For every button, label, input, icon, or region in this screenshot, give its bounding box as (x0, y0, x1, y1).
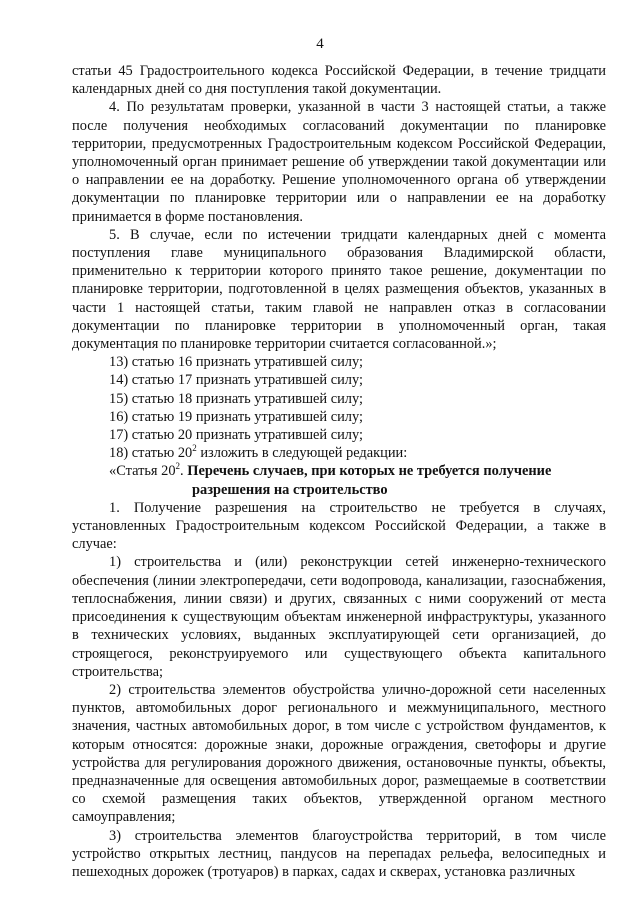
article-title-line1: Перечень случаев, при которых не требуется получение (187, 463, 552, 480)
paragraph-part-5: 5. В случае, если по истечении тридцати календарных дней с момента поступления главе муниципального образования Владимирской области, применительно к территории которого принято такое решение, документации по планировке территории, подготовленной в целях размещения объектов, указанных в части 1 настоящей статьи, таким главой не направлен отказ в согласовании документации по планировке территории в уполномоченный орган, такая документация по планировке территории считается согласованной.»; (72, 226, 606, 353)
body-paragraph-item-1: 1) строительства и (или) реконструкции сетей инженерно-технического обеспечения (линии электропередачи, сети водопровода, канализации, газоснабжения, теплоснабжения, линии связи) и других, связанных с ними сооружений от места присоединения к существующим объектам инженерной инфраструктуры, указанного в технических условиях, выданных эксплуатирующей сети организацией, до строящегося, реконструируемого или существующего объекта капитального строительства; (72, 554, 606, 680)
article-dot: . (180, 463, 184, 480)
item18-sup: 2 (192, 443, 197, 454)
paragraph-part-4: 4. По результатам проверки, указанной в части 3 настоящей статьи, а также после получения необходимых согласований документации по планировке территории, предусмотренных Градостроительным кодексом Российской Федерации, уполномоченный орган принимает решение об утверждении такой документации или о направлении ее на доработку. Решение уполномоченного органа об утверждении документации по планировке территории или о направлении ее на доработку принимается в форме постановления. (72, 99, 606, 225)
item18-prefix: 18) статью 20 (109, 445, 193, 462)
list-item: 15) статью 18 признать утратившей силу; (109, 390, 363, 407)
paragraph-continuation: статьи 45 Градостроительного кодекса Российской Федерации, в течение тридцати календарных дней со дня поступления такой документации. (72, 63, 606, 98)
page-number: 4 (316, 36, 324, 52)
body-paragraph-item-2: 2) строительства элементов обустройства улично-дорожной сети населенных пунктов, автомобильных дорог регионального и межмуниципального, местного значения, частных автомобильных дорог, в том числе с устройством фундаментов, к которым относятся: дорожные знаки, дорожные ограждения, светофоры и другие устройства для регулирования дорожного движения, остановочные пункты, объекты, предназначенные для освещения автомобильных дорог, размещаемые в соответствии со схемой размещения таких объектов, утвержденной органом местного самоуправления; (72, 681, 606, 826)
list-item: 17) статью 20 признать утратившей силу; (109, 427, 363, 444)
body-paragraph-item-3: 3) строительства элементов благоустройства территорий, в том числе устройство открытых лестниц, пандусов на перепадах рельефа, велосипедных и пешеходных дорожек (тротуаров) в парках, садах и скверах, установка различных (72, 827, 606, 880)
list-item: 14) статью 17 признать утратившей силу; (109, 372, 363, 389)
list-item: 13) статью 16 признать утратившей силу; (109, 354, 363, 371)
article-heading (72, 462, 606, 480)
document-body (72, 62, 606, 881)
item18-suffix: изложить в следующей редакции: (196, 445, 408, 462)
article-sup: 2 (175, 461, 181, 472)
list-item-18 (72, 444, 606, 462)
body-paragraph-1: 1. Получение разрешения на строительство не требуется в случаях, установленных Градостроительным кодексом Российской Федерации, а также в случае: (72, 499, 606, 553)
article-prefix: «Статья 20 (109, 463, 176, 480)
article-title-line2: разрешения на строительство (192, 481, 388, 498)
list-item: 16) статью 19 признать утратившей силу; (109, 408, 363, 425)
